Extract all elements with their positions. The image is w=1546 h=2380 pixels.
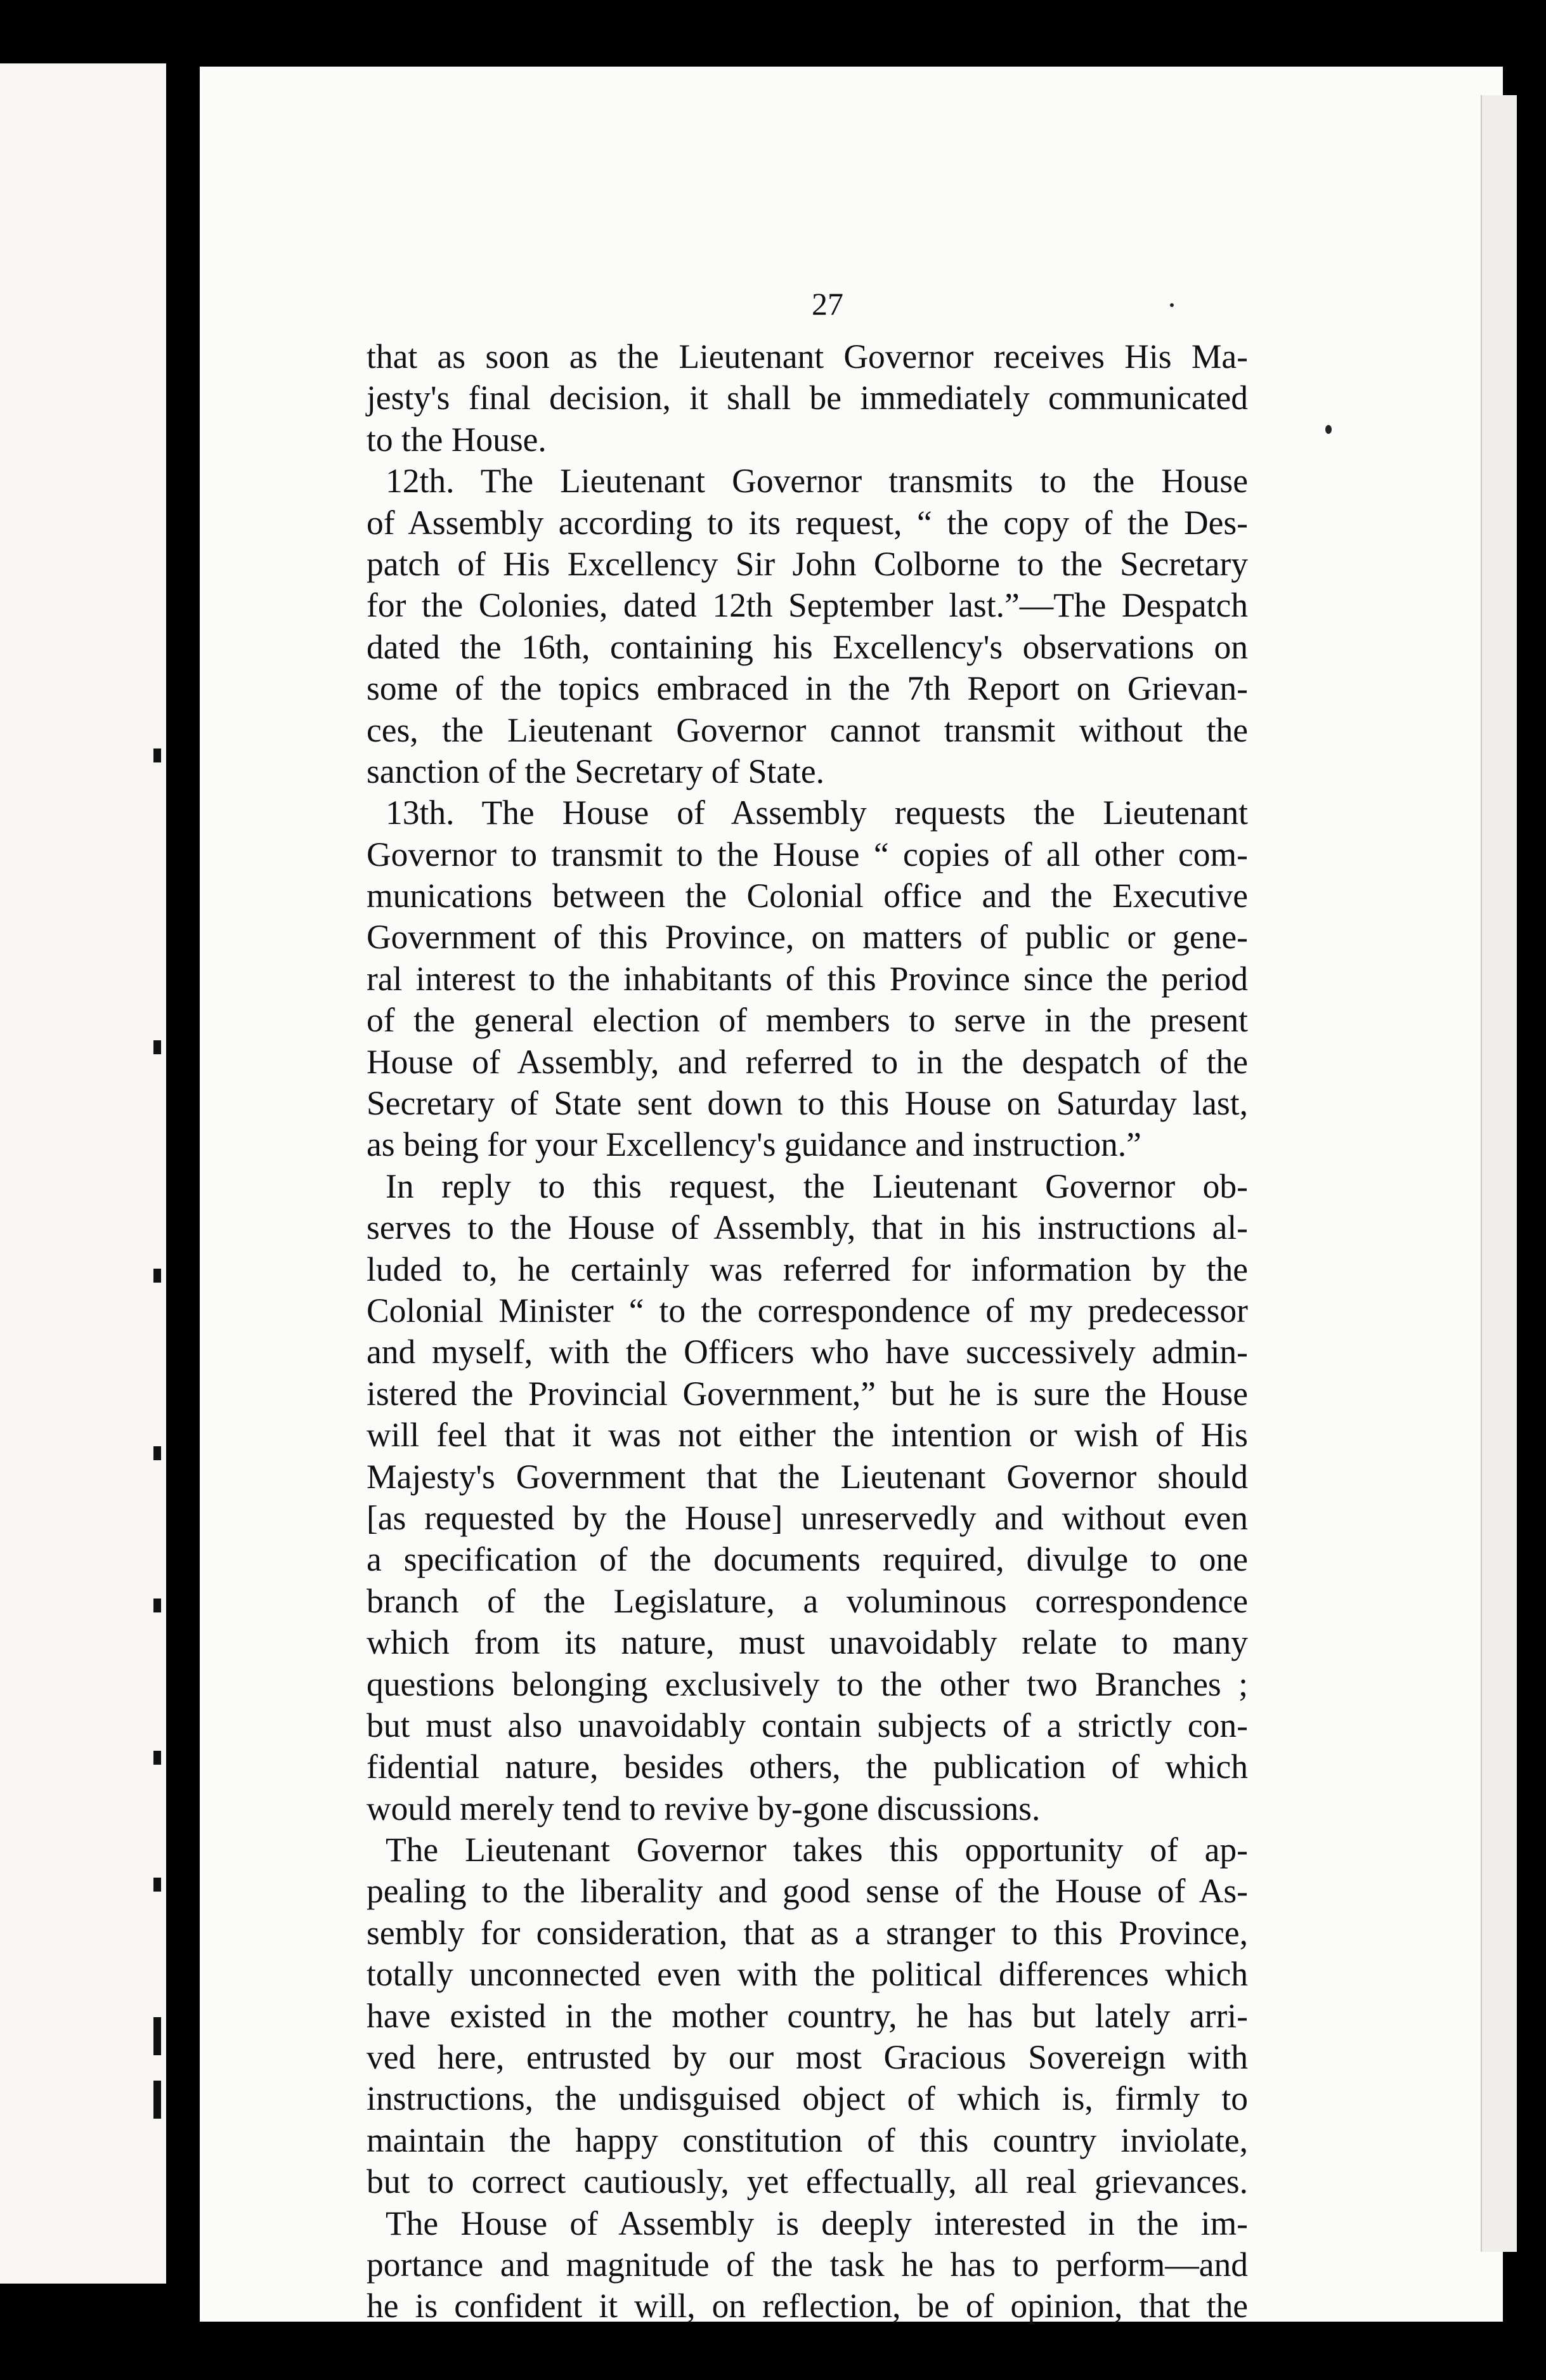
text-line: pealing to the liberality and good sense of the House of As- <box>367 1872 1248 1911</box>
text-line: to the House. <box>367 420 547 459</box>
text-line: ved here, entrusted by our most Gracious Sovereign with <box>367 2038 1248 2077</box>
text-line: some of the topics embraced in the 7th Report on Grievan- <box>367 669 1248 708</box>
text-line: have existed in the mother country, he has but lately arri- <box>367 1996 1248 2035</box>
page-number: 27 <box>812 286 843 322</box>
text-line: but to correct cautiously, yet effectually, all real grievances. <box>367 2162 1248 2201</box>
text-line: ces, the Lieutenant Governor cannot transmit without the <box>367 710 1248 749</box>
mark <box>153 1040 161 1054</box>
text-line: patch of His Excellency Sir John Colborne to the Secretary <box>367 544 1248 583</box>
mark <box>153 1751 161 1765</box>
text-line: 13th. The House of Assembly requests the Lieutenant <box>386 794 1248 832</box>
page-fore-edge <box>1481 95 1517 2252</box>
text-line: istered the Provincial Government,” but he is sure the House <box>367 1374 1248 1413</box>
text-line: Governor to transmit to the House “ copies of all other com- <box>367 835 1248 873</box>
text-line: luded to, he certainly was referred for information by the <box>367 1250 1248 1288</box>
text-line: Majesty's Government that the Lieutenant Governor should <box>367 1457 1248 1496</box>
text-line: 12th. The Lieutenant Governor transmits to the House <box>386 462 1248 500</box>
mark <box>153 1269 161 1283</box>
ink-speck <box>1170 303 1174 307</box>
text-line: as being for your Excellency's guidance and instruction.” <box>367 1125 1141 1164</box>
text-line: portance and magnitude of the task he has to perform—and <box>367 2245 1248 2284</box>
mark <box>153 749 161 762</box>
mark <box>153 1878 161 1892</box>
text-line: munications between the Colonial office and the Executive <box>367 877 1248 915</box>
text-line: of Assembly according to its request, “ the copy of the Des- <box>367 503 1248 542</box>
text-line: dated the 16th, containing his Excellency's observations on <box>367 627 1248 666</box>
text-line: for the Colonies, dated 12th September last.”—The Despatch <box>367 586 1248 625</box>
text-line: Secretary of State sent down to this House on Saturday last, <box>367 1084 1248 1123</box>
text-line: instructions, the undisguised object of which is, firmly to <box>367 2079 1248 2118</box>
text-line: fidential nature, besides others, the publication of which <box>367 1748 1248 1786</box>
text-line: that as soon as the Lieutenant Governor receives His Ma- <box>367 337 1248 376</box>
text-line: will feel that it was not either the intention or wish of His <box>367 1416 1248 1455</box>
text-line: ral interest to the inhabitants of this Province since the period <box>367 959 1248 998</box>
mark <box>153 1446 161 1460</box>
text-line: maintain the happy constitution of this country inviolate, <box>367 2121 1248 2159</box>
text-line: sembly for consideration, that as a stranger to this Province, <box>367 1913 1248 1952</box>
text-line: which from its nature, must unavoidably relate to many <box>367 1623 1248 1662</box>
text-line: a specification of the documents required, divulge to one <box>367 1540 1248 1579</box>
text-line: but must also unavoidably contain subjects of a strictly con- <box>367 1706 1248 1744</box>
text-line: of the general election of members to serve in the present <box>367 1001 1248 1040</box>
text-line: In reply to this request, the Lieutenant Governor ob- <box>386 1167 1248 1205</box>
text-line: House of Assembly, and referred to in the despatch of the <box>367 1042 1248 1081</box>
text-line: serves to the House of Assembly, that in his instructions al- <box>367 1208 1248 1247</box>
text-line: branch of the Legislature, a voluminous correspondence <box>367 1581 1248 1620</box>
text-line: totally unconnected even with the political differences which <box>367 1955 1248 1994</box>
body-text <box>367 336 1248 2327</box>
mark <box>153 2017 161 2055</box>
mark <box>153 1599 161 1612</box>
left-page-edge <box>0 63 166 2284</box>
text-line: [as requested by the House] unreservedly and without even <box>367 1498 1248 1537</box>
text-line: Colonial Minister “ to the correspondence of my predecessor <box>367 1291 1248 1330</box>
left-page-marks <box>152 63 161 2284</box>
text-line: Government of this Province, on matters of public or gene- <box>367 918 1248 957</box>
text-line: questions belonging exclusively to the other two Branches ; <box>367 1664 1248 1703</box>
text-line: would merely tend to revive by-gone discussions. <box>367 1789 1041 1828</box>
text-line: jesty's final decision, it shall be immediately communicated <box>367 379 1248 417</box>
mark <box>153 2081 161 2119</box>
text-line: The Lieutenant Governor takes this opportunity of ap- <box>386 1831 1248 1869</box>
text-line: The House of Assembly is deeply interested in the im- <box>386 2204 1248 2242</box>
text-line: and myself, with the Officers who have successively admin- <box>367 1333 1248 1371</box>
text-line: he is confident it will, on reflection, be of opinion, that the <box>367 2287 1248 2325</box>
ink-speck <box>1325 425 1332 434</box>
text-line: sanction of the Secretary of State. <box>367 752 824 790</box>
